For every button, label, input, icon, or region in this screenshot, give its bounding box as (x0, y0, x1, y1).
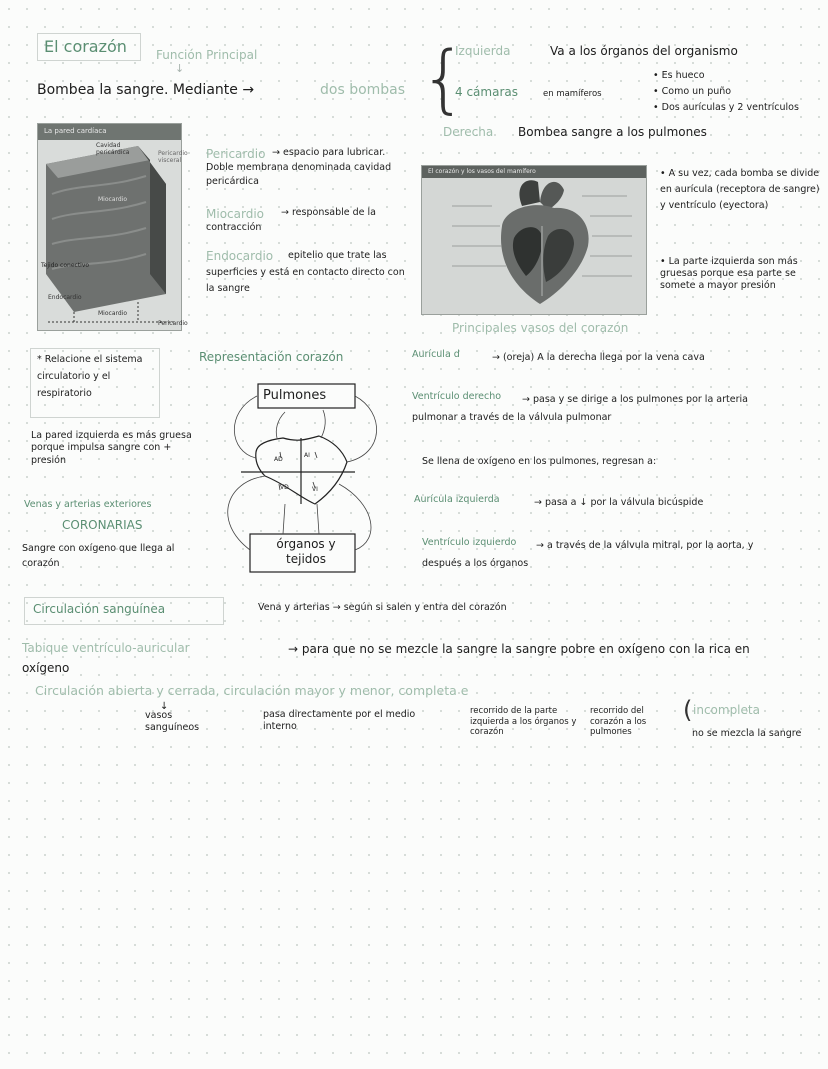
side-note-2: • La parte izquierda son más gruesas porque esa parte se somete a mayor presión (660, 256, 798, 291)
wall-label-5: Endocardio (48, 294, 82, 301)
chambers-label: 4 cámaras (455, 85, 518, 99)
coronary-note: Sangre con oxígeno que llega al corazón (22, 543, 175, 570)
two-pumps-text: dos bombas (320, 82, 406, 98)
miocardio-text: → responsable de la contracción (206, 207, 376, 233)
wall-label-4: Tejido conectivo (41, 262, 90, 269)
pericardio-label: Pericardio (206, 147, 266, 161)
incompleta-label: incompleta (693, 703, 760, 717)
chamber-ad: AD (274, 456, 283, 463)
left-brace-icon: { (420, 36, 468, 122)
circulation-label: Circulación sanguínea (33, 602, 166, 616)
wall-label-2: Pericardio visceral (158, 150, 188, 164)
heart-figure-caption: El corazón y los vasos del mamífero (428, 168, 536, 175)
relate-note: * Relacione el sistema circulatorio y el respiratorio (37, 354, 143, 400)
wall-label-3: Miocardio (98, 196, 127, 203)
left-ventricle-text: → a través de la válvula mitral, por la aorta, y después a los órganos (422, 540, 754, 570)
diagram-title: Representación corazón (199, 350, 344, 364)
page-title: El corazón (44, 37, 127, 56)
left-atrium-label: Aurícula izquierda (414, 494, 500, 505)
chambers-suffix: en mamíferos (543, 89, 602, 99)
lungs-box-label: Pulmones (263, 388, 327, 403)
coronarias-label: CORONARIAS (62, 518, 143, 532)
side-note-1: • A su vez, cada bomba se divide en aurícula (receptora de sangre) y ventrículo (eyectora) (660, 168, 820, 212)
left-pump-label: Izquierda (455, 44, 511, 58)
right-ventricle-text: → pasa y se dirige a los pulmones por la arteria pulmonar a través de la válvula pulmonar (412, 394, 748, 424)
miocardio-label: Miocardio (206, 207, 264, 221)
heart-bullet-3: • Dos aurículas y 2 ventrículos (653, 102, 799, 113)
heart-vessels-figure (421, 165, 647, 315)
heart-wall-figure (37, 123, 188, 331)
wall-figure-caption: La pared cardíaca (44, 127, 107, 135)
chamber-vd: VD (280, 484, 289, 491)
heart-bullet-1: • Es hueco (653, 70, 705, 81)
left-wall-note: La pared izquierda es más gruesa porque impulsa sangre con + presión (31, 430, 192, 466)
left-atrium-text: → pasa a ↓ por la válvula bicúspide (534, 497, 704, 508)
endocardio-text: epitelio que trate las superficies y está en contacto directo con la sangre (206, 250, 405, 295)
wall-label-1: Cavidad pericárdica (96, 142, 130, 156)
chamber-ai: AI (304, 452, 310, 459)
main-function-label: Función Principal (156, 48, 258, 62)
open-circulation-note: pasa directamente por el medio interno (263, 709, 416, 732)
oxygen-note: Se llena de oxígeno en los pulmones, regresan a: (422, 456, 657, 467)
main-vessels-label: Principales vasos del corazón (452, 321, 629, 335)
open-paren-icon: ( (683, 696, 693, 724)
pericardio-text: → espacio para lubricar. Doble membrana denominada cavidad pericárdica (206, 147, 392, 188)
down-arrow-icon: ↓ (175, 62, 185, 75)
chamber-vi: VI (312, 486, 318, 493)
circulation-text: Vena y arterias → según si salen y entra del corazón (258, 602, 507, 613)
complete-circulation-note: no se mezcla la sangre (692, 728, 802, 739)
vessels-note: vasos sanguíneos (145, 710, 200, 733)
right-pump-text: Bombea sangre a los pulmones (518, 125, 707, 139)
wall-label-7: Pericardio (158, 320, 188, 327)
left-pump-text: Va a los órganos del organismo (550, 44, 738, 58)
endocardio-label: Endocardio (206, 249, 274, 263)
organs-box-label: órganos y tejidos (276, 537, 336, 566)
circulation-types: Circulación abierta y cerrada, circulación mayor y menor, completa e (35, 683, 469, 698)
right-atrium-text: → (oreja) A la derecha llega por la vena cava (492, 352, 705, 363)
left-ventricle-label: Ventrículo izquierdo (422, 537, 517, 548)
down-arrow-icon-2: ↓ (160, 701, 169, 712)
septum-label: Tabique ventrículo-auricular (22, 641, 190, 655)
function-text: Bombea la sangre. Mediante → (37, 82, 255, 98)
major-circulation-note: recorrido de la parte izquierda a los órganos y corazón (470, 706, 577, 738)
coronary-vessels-label: Venas y arterias exteriores (24, 499, 152, 510)
right-atrium-label: Aurícula d (412, 349, 460, 360)
right-ventricle-label: Ventrículo derecho (412, 391, 502, 402)
septum-text: → para que no se mezcle la sangre la sangre pobre en oxígeno con la rica en oxígeno (22, 642, 750, 675)
wall-label-6: Miocardio (98, 310, 127, 317)
heart-illustration (422, 166, 646, 314)
right-pump-label: Derecha (443, 125, 494, 139)
heart-bullet-2: • Como un puño (653, 86, 732, 97)
minor-circulation-note: recorrido del corazón a los pulmones (590, 706, 647, 738)
